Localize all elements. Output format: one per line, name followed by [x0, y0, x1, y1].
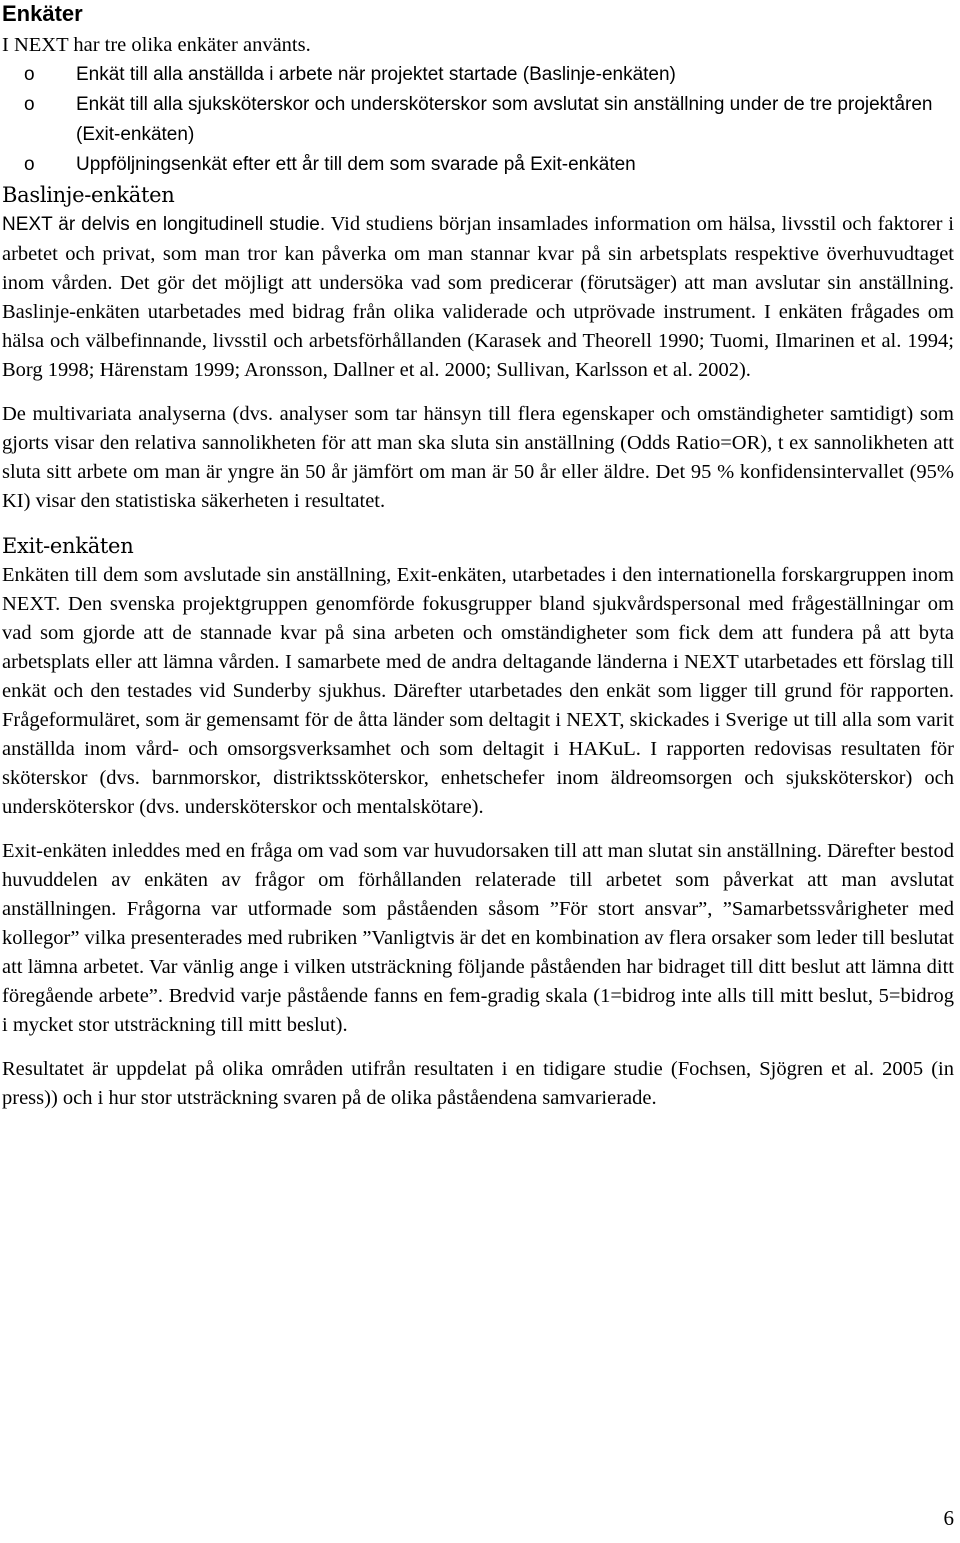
paragraph-gap	[2, 385, 954, 400]
paragraph-gap	[2, 1040, 954, 1055]
list-item-text: Uppföljningsenkät efter ett år till dem som svarade på Exit-enkäten	[76, 154, 636, 175]
intro-text: I NEXT har tre olika enkäter använts.	[2, 34, 311, 56]
exit-paragraph-1: Enkäten till dem som avslutade sin anställning, Exit-enkäten, utarbetades i den internationella forskargruppen inom NEXT. Den svenska projektgruppen genomförde fokusgrupper bland sjukvårdspersonal med frågeställningar om vad som gjorde att de stannade kvar på sina arbeten och omständigheter som fick dem att fundera på att byta arbetsplats eller att lämna vården. I samarbete med de andra deltagande länderna i NEXT utarbetades ett förslag till enkät och den testades vid Sunderby sjukhus. Därefter utarbetades den enkät som ligger till grund för rapporten. Frågeformuläret, som är gemensamt för de åtta länder som deltagit i NEXT, skickades i Sverige ut till alla som varit anställda inom vård- och omsorgsverksamhet och som deltagit i HAKuL. I rapporten redovisas resultaten för sköterskor (dvs. barnmorskor, distriktssköterskor, enhetschefer inom äldreomsorgen och sjuksköterskor) och undersköterskor (dvs. undersköterskor och mentalskötare).	[2, 564, 954, 818]
list-item-text: Enkät till alla anställda i arbete när projektet startade (Baslinje-enkäten)	[76, 64, 676, 85]
bullet-icon: o	[24, 94, 35, 115]
baseline-lead-sentence: NEXT är delvis en longitudinell studie.	[2, 214, 326, 235]
bullet-icon: o	[24, 154, 35, 175]
paragraph-gap	[2, 822, 954, 837]
page-heading: Enkäter	[2, 1, 83, 26]
baseline-paragraph-2: De multivariata analyserna (dvs. analyser som tar hänsyn till flera egenskaper och omständigheter samtidigt) som gjorts visar den relativa sannolikheten för att man ska sluta sin anställning (Odds Ratio=OR), t ex sannolikheten att sluta sitt arbete om man är yngre än 50 år jämfört om man är 50 år eller äldre. Det 95 % konfidensintervallet (95% KI) visar den statistiska säkerheten i resultatet.	[2, 403, 954, 512]
baseline-paragraph-1-rest: Vid studiens början insamlades information om hälsa, livsstil och faktorer i arbetet och privat, som man tror kan påverka om man stannar kvar på sin arbetsplats respektive överhuvudtaget inom vården. Det gör det möjligt att undersöka vad som predicerar (förutsäger) att man avslutar sin anställning. Baslinje-enkäten utarbetades med bidrag från olika validerade och utprövade instrument. I enkäten frågades om hälsa och välbefinnande, livsstil och arbetsförhållanden (Karasek and Theorell 1990; Tuomi, Ilmarinen et al. 1994; Borg 1998; Härenstam 1999; Aronsson, Dallner et al. 2000; Sullivan, Karlsson et al. 2002).	[2, 213, 954, 381]
page-number: 6	[943, 1506, 954, 1530]
baseline-heading: Baslinje-enkäten	[2, 183, 175, 207]
list-item	[2, 150, 954, 180]
document-page	[2, 0, 954, 1113]
bullet-icon: o	[24, 64, 35, 85]
baseline-paragraph-1	[2, 210, 954, 385]
list-item	[2, 60, 954, 90]
paragraph-gap	[2, 516, 954, 531]
exit-heading: Exit-enkäten	[2, 534, 134, 558]
exit-paragraph-3: Resultatet är uppdelat på olika områden utifrån resultaten i en tidigare studie (Fochsen, Sjögren et al. 2005 (in press)) och i hur stor utsträckning svaren på de olika påståendena samvarierade.	[2, 1058, 954, 1109]
survey-list	[2, 60, 954, 180]
list-item-text: Enkät till alla sjuksköterskor och undersköterskor som avslutat sin anställning under de tre projektåren (Exit-enkäten)	[76, 94, 933, 145]
list-item	[2, 90, 954, 150]
exit-paragraph-2: Exit-enkäten inleddes med en fråga om vad som var huvudorsaken till att man slutat sin anställning. Därefter bestod huvuddelen av enkäten av frågor om förhållanden relaterade till arbetet som påverkat att man avslutat anställningen. Frågorna var utformade som påståenden såsom ”För stort ansvar”, ”Samarbetssvårigheter med kollegor” vilka presenterades med rubriken ”Vanligtvis är det en kombination av flera orsaker som leder till beslutat att lämna arbetet. Var vänlig ange i vilken utsträckning följande påståenden har bidraget till ditt beslut att lämna ditt föregående arbete”. Bredvid varje påstående fanns en fem-gradig skala (1=bidrog inte alls till mitt beslut, 5=bidrog i mycket stor utsträckning till mitt beslut).	[2, 840, 954, 1036]
